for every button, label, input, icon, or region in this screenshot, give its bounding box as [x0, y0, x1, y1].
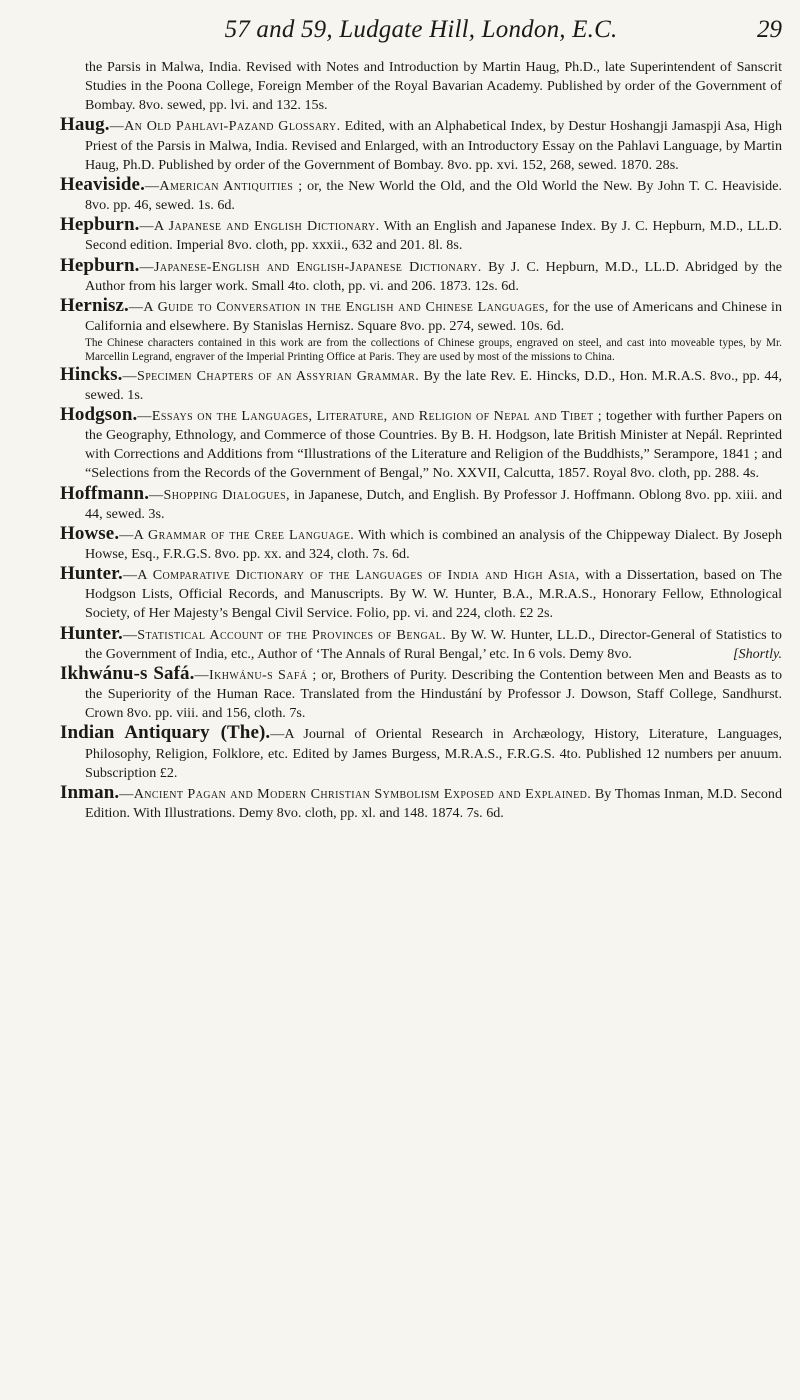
entry-title: —A Grammar of the Cree Language. [119, 526, 355, 543]
entry-text: together with further Papers on the Geography, Ethnology, and Commerce of those Countries. By B. H. Hodgson, late British Minister at Nepál. Reprinted with Corrections and Additions from “Illustrations of the Literature and Religion of the Buddhists,” Serampore, 1841 ; and “Selections from the Records of the Government of Bengal,” No. XXVII, Calcutta, 1857. Royal 8vo. cloth, pp. 288. 4s. [85, 407, 782, 482]
entry-note: The Chinese characters contained in this work are from the collections of Chinese groups, engraved on steel, and cast into moveable types, by Mr. Marcellin Legrand, engraver of the Imperial Printing Office at Paris. They are used by most of the missions to China. [85, 337, 782, 364]
entry-author: Hunter. [60, 622, 123, 644]
entry-author: Indian Antiquary (The). [60, 722, 271, 744]
entry-title: —A Comparative Dictionary of the Languages of India and High Asia, [122, 567, 580, 584]
entry-author: Hunter. [60, 563, 123, 585]
entry-title: —Shopping Dialogues, [149, 486, 290, 503]
entry-title: —Statistical Account of the Provinces of Bengal. [122, 626, 447, 643]
catalogue-entry [60, 664, 782, 723]
entry-author: Hincks. [60, 363, 123, 385]
entry-text: By J. C. Hepburn, M.D., LL.D. Abridged by the Author from his larger work. Small 4to. cloth, pp. vi. and 206. 1873. 12s. 6d. [85, 258, 782, 294]
entry-text: By W. W. Hunter, LL.D., Director-General of Statistics to the Government of India, etc., Author of ‘The Annals of Rural Bengal,’ etc. In 6 vols. Demy 8vo. [85, 626, 782, 662]
catalogue-entry [60, 405, 782, 484]
catalogue-entry [60, 484, 782, 524]
catalogue-entry [60, 783, 782, 823]
entry-title: —A Japanese and English Dictionary. [139, 218, 380, 235]
entry-text: —A Journal of Oriental Research in Archæology, History, Literature, Languages, Philosophy, Religion, Folklore, etc. Edited by James Burgess, M.R.A.S., F.R.G.S. 4to. Published 12 numbers per anuum. Subscription £2. [85, 726, 782, 781]
catalogue-entry [60, 723, 782, 782]
catalogue-entry [60, 296, 782, 365]
entry-title: —A Guide to Conversation in the English and Chinese Languages, [128, 298, 549, 315]
entry-title: —Japanese-English and English-Japanese Dictionary. [139, 258, 482, 275]
entry-text: By Thomas Inman, M.D. Second Edition. With Illustrations. Demy 8vo. cloth, pp. xl. and 148. 1874. 7s. 6d. [85, 785, 782, 822]
entry-title: —Essays on the Languages, Literature, and Religion of Nepal and Tibet ; [137, 407, 603, 424]
entry-title: —An Old Pahlavi-Pazand Glossary. [109, 118, 341, 135]
catalogue-entry [60, 624, 782, 664]
entry-text: or, Brothers of Purity. Describing the Contention between Men and Beasts as to the Superiority of the Human Race. Translated from the Hindustání by Professor J. Dowson, Staff College, Sandhurst. Crown 8vo. pp. viii. and 156, cloth. 7s. [85, 666, 782, 722]
entry-text: with a Dissertation, based on The Hodgson Lists, Official Records, and Manuscripts. By W. W. Hunter, B.A., M.R.A.S., Honorary Fellow, Ethnological Society, of Her Majesty’s Bengal Civil Service. Folio, pp. vi. and 224, cloth. £2 2s. [85, 567, 782, 622]
entry-title: —Specimen Chapters of an Assyrian Grammar. [122, 367, 420, 384]
running-title: 57 and 59, Ludgate Hill, London, E.C. [224, 16, 618, 43]
entry-text: or, the New World the Old, and the Old World the New. By John T. C. Heaviside. 8vo. pp. 46, sewed. 1s. 6d. [85, 177, 782, 214]
entry-author: Ikhwánu-s Safá. [60, 662, 195, 684]
entry-author: Heaviside. [60, 173, 145, 195]
entry-author: Howse. [60, 522, 120, 544]
catalogue-entry [60, 564, 782, 623]
entry-text: With which is combined an analysis of the Chippeway Dialect. By Joseph Howse, Esq., F.R.G.S. 8vo. pp. xx. and 324, cloth. 7s. 6d. [85, 526, 782, 562]
entry-author: Hodgson. [60, 403, 138, 425]
page-header [60, 12, 782, 52]
entry-text: With an English and Japanese Index. By J. C. Hepburn, M.D., LL.D. Second edition. Imperial 8vo. cloth, pp. xxxii., 632 and 201. 8l. 8s. [85, 218, 783, 254]
entry-title: —Ikhwánu-s Safá ; [194, 666, 317, 683]
entry-text: Edited, with an Alphabetical Index, by Destur Hoshangji Jamaspji Asa, High Priest of the Parsis in Malwa, India. Revised and Enlarged, with an Introductory Essay on the Pahlavi Language, by Martin Haug, Ph.D. Published by order of the Government of Bombay. 8vo. pp. xvi. 152, 268, sewed. 1870. 28s. [85, 118, 783, 173]
entry-author: Hepburn. [60, 254, 140, 276]
entry-title: —American Antiquities ; [144, 177, 303, 194]
entry-author: Hepburn. [60, 214, 140, 236]
entry-text: the Parsis in Malwa, India. Revised with Notes and Introduction by Martin Haug, Ph.D., late Superintendent of Sanscrit Studies in the Poona College, Foreign Member of the Royal Bavarian Academy. Published by order of the Government of Bombay. 8vo. sewed, pp. lvi. and 132. 15s. [85, 59, 782, 114]
entry-author: Hernisz. [60, 294, 129, 316]
catalogue-entry [60, 175, 782, 215]
entry-text: By the late Rev. E. Hincks, D.D., Hon. M.R.A.S. 8vo., pp. 44, sewed. 1s. [85, 367, 782, 403]
entry-title: —Ancient Pagan and Modern Christian Symbolism Exposed and Explained. [119, 785, 592, 802]
catalogue-entry [60, 256, 782, 296]
catalogue-entries [60, 58, 782, 823]
entry-text: in Japanese, Dutch, and English. By Professor J. Hoffmann. Oblong 8vo. pp. xiii. and 44, sewed. 3s. [85, 486, 782, 522]
entry-status: [Shortly. [733, 645, 782, 662]
entry-author: Hoffmann. [60, 482, 150, 504]
catalogue-entry [60, 215, 782, 255]
catalogue-entry [60, 524, 782, 564]
entry-author: Haug. [60, 114, 110, 136]
catalogue-entry [60, 115, 782, 174]
entry-author: Inman. [60, 781, 120, 803]
catalogue-entry [60, 58, 782, 115]
page-number: 29 [757, 16, 782, 43]
catalogue-entry [60, 365, 782, 405]
entry-text: for the use of Americans and Chinese in California and elsewhere. By Stanislas Hernisz. Square 8vo. pp. 274, sewed. 10s. 6d. [85, 298, 782, 335]
